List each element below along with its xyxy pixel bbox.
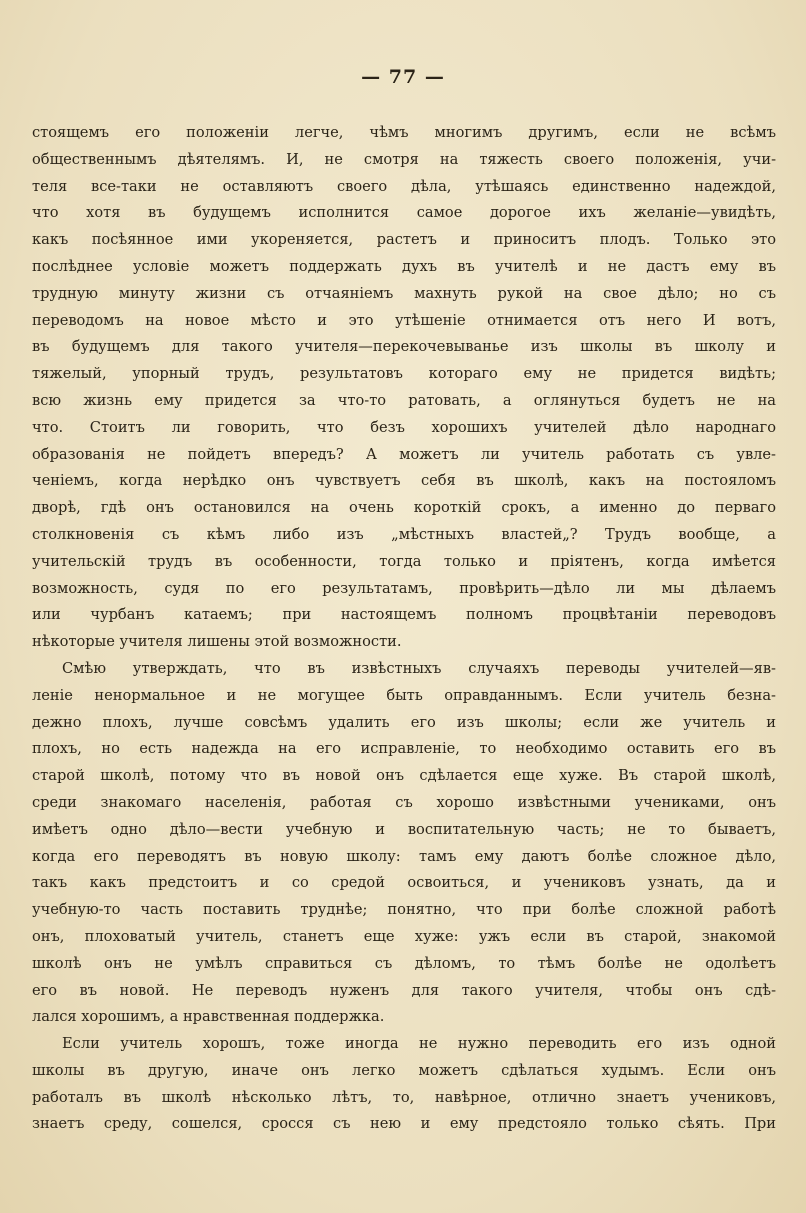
text-line: когда его переводятъ въ новую школу: тамъ ему даютъ болѣе сложное дѣло, bbox=[32, 847, 776, 865]
text-line: имѣетъ одно дѣло—вести учебную и воспитательную часть; не то бываетъ, bbox=[32, 820, 776, 838]
text-line: что. Стоитъ ли говорить, что безъ хорошихъ учителей дѣло народнаго bbox=[32, 418, 776, 436]
text-line: образованія не пойдетъ впередъ? А можетъ ли учитель работать съ увле- bbox=[32, 445, 776, 463]
page-number: — 77 — bbox=[361, 66, 445, 88]
text-line: ченіемъ, когда нерѣдко онъ чувствуетъ себя въ школѣ, какъ на постояломъ bbox=[32, 472, 776, 490]
text-line: школѣ онъ не умѣлъ справиться съ дѣломъ, то тѣмъ болѣе не одолѣетъ bbox=[32, 954, 776, 972]
text-line: столкновенія съ кѣмъ либо изъ „мѣстныхъ властей„? Трудъ вообще, а bbox=[32, 525, 776, 543]
text-line: работалъ въ школѣ нѣсколько лѣтъ, то, навѣрное, отлично знаетъ учениковъ, bbox=[32, 1088, 776, 1106]
text-line: переводомъ на новое мѣсто и это утѣшеніе отнимается отъ него И вотъ, bbox=[32, 311, 776, 329]
text-line: знаетъ среду, сошелся, сросся съ нею и ему предстояло только сѣять. При bbox=[32, 1115, 776, 1133]
text-line: общественнымъ дѣятелямъ. И, не смотря на тяжесть своего положенія, учи- bbox=[32, 150, 776, 168]
text-line: дежно плохъ, лучше совсѣмъ удалить его изъ школы; если же учитель и bbox=[32, 713, 776, 731]
text-line: такъ какъ предстоитъ и со средой освоиться, и учениковъ узнать, да и bbox=[32, 874, 776, 892]
text-line: плохъ, но есть надежда на его исправленіе, то необходимо оставить его въ bbox=[32, 740, 776, 758]
text-line: нѣкоторые учителя лишены этой возможности. bbox=[32, 633, 402, 651]
text-line: леніе ненормальное и не могущее быть оправданнымъ. Если учитель безна- bbox=[32, 686, 776, 704]
text-line: всю жизнь ему придется за что-то ратовать, а оглянуться будетъ не на bbox=[32, 391, 776, 409]
text-line: лался хорошимъ, а нравственная поддержка. bbox=[32, 1008, 385, 1026]
text-line: дворѣ, гдѣ онъ остановился на очень короткій срокъ, а именно до перваго bbox=[32, 499, 776, 517]
text-body bbox=[32, 120, 776, 1138]
text-line: трудную минуту жизни съ отчаяніемъ махнуть рукой на свое дѣло; но съ bbox=[32, 284, 776, 302]
text-line: стоящемъ его положеніи легче, чѣмъ многимъ другимъ, если не всѣмъ bbox=[32, 124, 776, 141]
text-line: Смѣю утверждать, что въ извѣстныхъ случаяхъ переводы учителей—яв- bbox=[62, 659, 776, 677]
text-line: старой школѣ, потому что въ новой онъ сдѣлается еще хуже. Въ старой школѣ, bbox=[32, 767, 776, 785]
text-line: теля все-таки не оставляютъ своего дѣла, утѣшаясь единственно надеждой, bbox=[32, 177, 776, 195]
text-line: въ будущемъ для такого учителя—перекочевываньe изъ школы въ школу и bbox=[32, 338, 776, 356]
text-line: учебную-то часть поставить труднѣе; понятно, что при болѣе сложной работѣ bbox=[32, 901, 776, 919]
text-line: школы въ другую, иначе онъ легко можетъ сдѣлаться худымъ. Если онъ bbox=[32, 1061, 776, 1079]
text-line: онъ, плоховатый учитель, станетъ еще хуже: ужъ если въ старой, знакомой bbox=[32, 927, 776, 945]
text-line: послѣднее условіе можетъ поддержать духъ въ учителѣ и не дастъ ему въ bbox=[32, 257, 776, 275]
text-line: его въ новой. Не переводъ нуженъ для такого учителя, чтобы онъ сдѣ- bbox=[32, 981, 776, 999]
text-line: среди знакомаго населенія, работая съ хорошо извѣстными учениками, онъ bbox=[32, 793, 776, 811]
text-line: учительскій трудъ въ особенности, тогда только и пріятенъ, когда имѣется bbox=[32, 552, 776, 570]
text-line: возможность, судя по его результатамъ, провѣрить—дѣло ли мы дѣлаемъ bbox=[32, 579, 776, 597]
text-line: какъ посѣянное ими укореняется, растетъ и приноситъ плодъ. Только это bbox=[32, 231, 776, 249]
text-line: Если учитель хорошъ, тоже иногда не нужно переводить его изъ одной bbox=[62, 1035, 776, 1053]
text-line: тяжелый, упорный трудъ, результатовъ котораго ему не придется видѣть; bbox=[32, 365, 776, 383]
text-line: что хотя въ будущемъ исполнится самое дорогое ихъ желаніе—увидѣть, bbox=[32, 204, 776, 222]
text-line: или чурбанъ катаемъ; при настоящемъ полномъ процвѣтаніи переводовъ bbox=[32, 606, 776, 624]
